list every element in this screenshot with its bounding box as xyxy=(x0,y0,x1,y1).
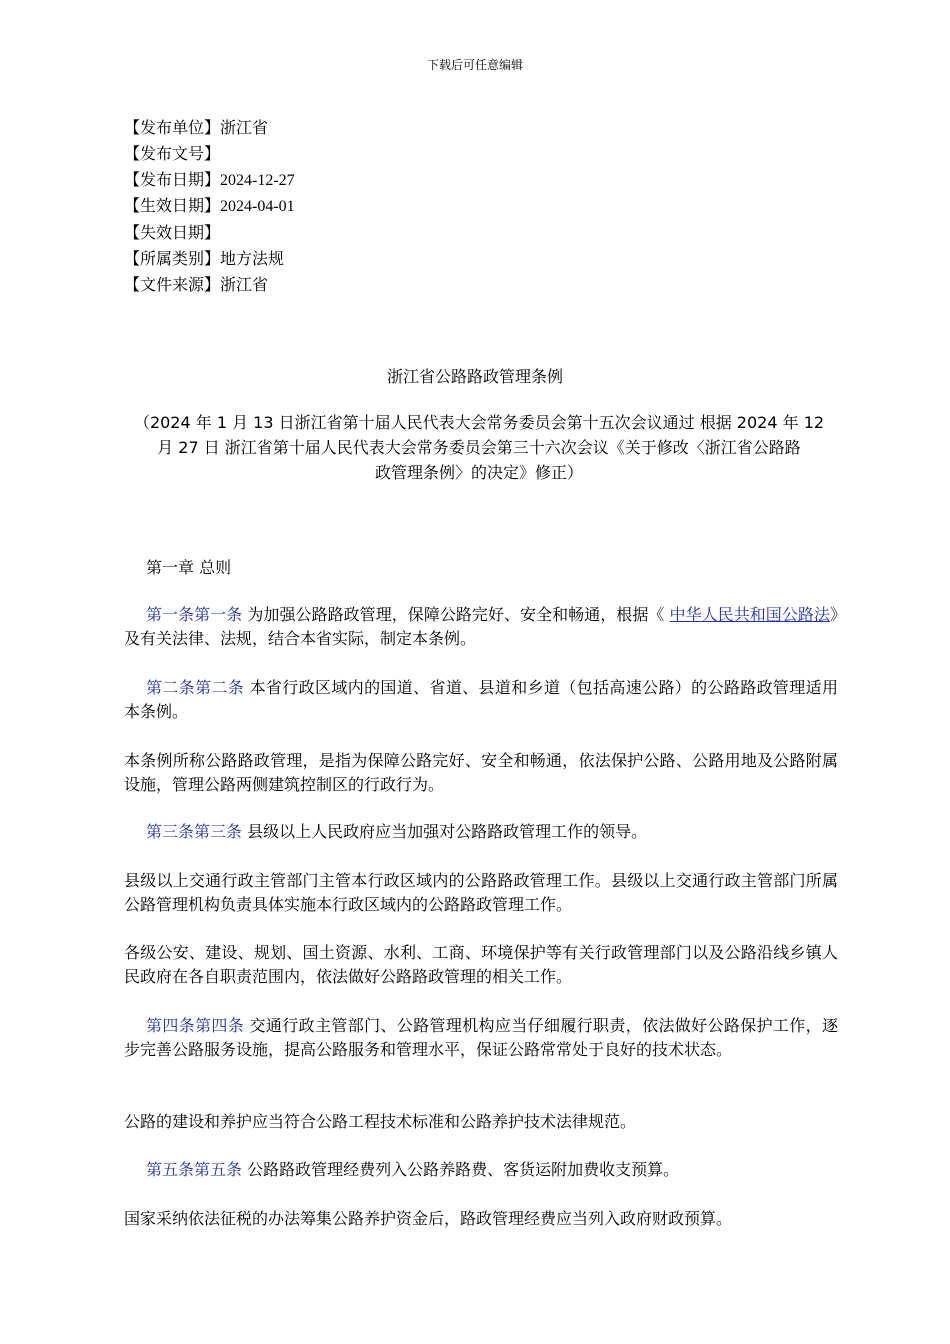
meta-category xyxy=(124,246,295,272)
law-link[interactable] xyxy=(670,605,830,624)
meta-value: 浙江省 xyxy=(220,118,269,137)
meta-label: 【发布文号】 xyxy=(124,143,221,163)
document-subtitle xyxy=(120,410,838,485)
meta-value: 2024-04-01 xyxy=(220,198,295,216)
meta-label: 【文件来源】 xyxy=(124,274,221,294)
article-text: 公路路政管理经费列入公路养路费、客货运附加费收支预算。 xyxy=(242,1160,680,1179)
meta-label: 【失效日期】 xyxy=(124,223,221,243)
meta-expiry-date xyxy=(124,220,295,246)
subtitle-line: 月 27 日 浙江省第十届人民代表大会常务委员会第三十六次会议《关于修改〈浙江省公路路 xyxy=(157,438,801,457)
article-5-label[interactable]: 第五条第五条 xyxy=(146,1160,243,1179)
meta-source xyxy=(124,272,295,298)
meta-effective-date xyxy=(124,193,295,220)
meta-value: 浙江省 xyxy=(220,274,269,294)
article-4 xyxy=(124,1014,838,1062)
document-metadata xyxy=(124,115,295,298)
article-text: 县级以上人民政府应当加强对公路路政管理工作的领导。 xyxy=(242,822,648,841)
meta-label: 【发布日期】 xyxy=(124,169,221,189)
meta-value: 地方法规 xyxy=(220,248,285,268)
subtitle-line: （2024 年 1 月 13 日浙江省第十届人民代表大会常务委员会第十五次会议通过 根据 2024 年 12 xyxy=(133,413,825,432)
meta-doc-number xyxy=(124,141,295,167)
article-text: 本省行政区域内的国道、省道、县道和乡道（包括高速公路）的公路路政管理适用本条例。 xyxy=(124,678,838,721)
law-link-text: 国公路法 xyxy=(765,605,830,624)
article-2-label[interactable]: 第二条第二条 xyxy=(146,678,245,697)
article-3-paragraph-2: 县级以上交通行政主管部门主管本行政区域内的公路路政管理工作。县级以上交通行政主管部门所属公路管理机构负责具体实施本行政区域内的公路路政管理工作。 xyxy=(124,871,838,914)
article-text: 交通行政主管部门、公路管理机构应当仔细履行职责，依法做好公路保护工作，逐步完善公路服务设施，提高公路服务和管理水平，保证公路常常处于良好的技术状态。 xyxy=(124,1016,838,1059)
meta-label: 【生效日期】 xyxy=(124,196,221,216)
article-1-label[interactable]: 第一条第一条 xyxy=(146,605,243,624)
header-note: 下载后可任意编辑 xyxy=(426,58,523,72)
article-text: 》及有关法律、法规，结合本省实际，制定本条例。 xyxy=(124,605,838,648)
article-1 xyxy=(124,603,838,651)
meta-label: 【发布单位】 xyxy=(124,118,221,137)
article-3-label[interactable]: 第三条第三条 xyxy=(146,822,243,841)
meta-issuer xyxy=(124,115,295,141)
meta-value: 2024-12-27 xyxy=(220,171,295,189)
article-4-paragraph-2: 公路的建设和养护应当符合公路工程技术标准和公路养护技术法律规范。 xyxy=(124,1112,637,1131)
law-link-text: 中华人民共和 xyxy=(669,605,766,624)
document-title: 浙江省公路路政管理条例 xyxy=(386,367,563,386)
subtitle-line: 政管理条例〉的决定》修正） xyxy=(374,463,583,482)
article-text: 为加强公路路政管理，保障公路完好、安全和畅通，根据《 xyxy=(242,605,670,624)
article-2-paragraph-2: 本条例所称公路路政管理，是指为保障公路完好、安全和畅通，依法保护公路、公路用地及公路附属设施，管理公路两侧建筑控制区的行政行为。 xyxy=(124,751,838,794)
article-5 xyxy=(124,1158,838,1182)
article-2 xyxy=(124,676,838,724)
article-4-label[interactable]: 第四条第四条 xyxy=(146,1016,245,1035)
meta-label: 【所属类别】 xyxy=(124,248,221,268)
chapter-heading: 第一章 总则 xyxy=(146,558,232,577)
article-5-paragraph-2: 国家采纳依法征税的办法筹集公路养护资金后，路政管理经费应当列入政府财政预算。 xyxy=(124,1209,733,1228)
article-3-paragraph-3: 各级公安、建设、规划、国土资源、水利、工商、环境保护等有关行政管理部门以及公路沿线乡镇人民政府在各自职责范围内，依法做好公路路政管理的相关工作。 xyxy=(124,943,838,986)
meta-publish-date xyxy=(124,167,295,194)
article-3 xyxy=(124,820,838,844)
